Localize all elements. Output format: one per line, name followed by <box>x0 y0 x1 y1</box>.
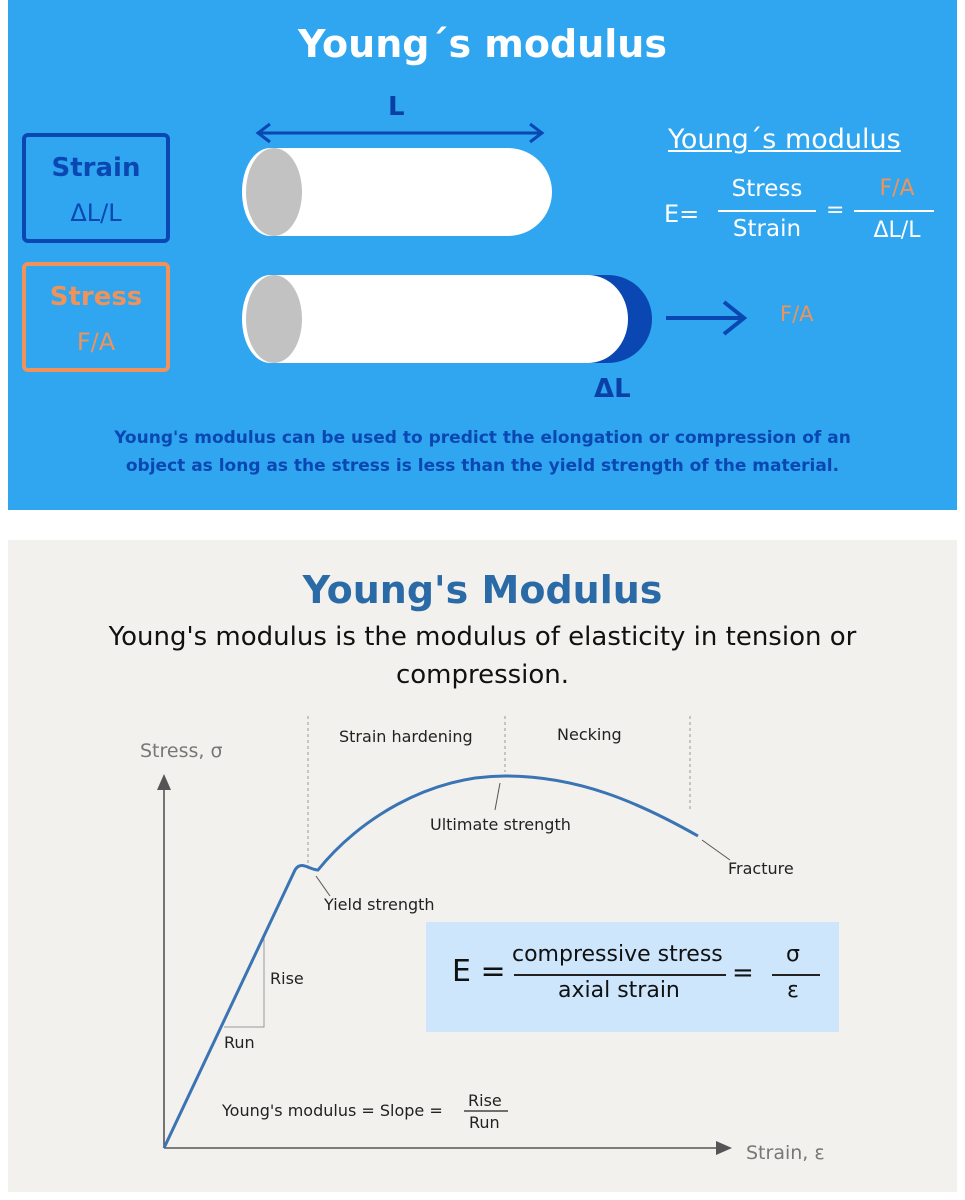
rise-label: Rise <box>270 969 304 988</box>
formula-box-denominator: axial strain <box>558 978 680 1003</box>
yield-leader <box>316 876 330 896</box>
formula-box-epsilon: ε <box>787 978 799 1003</box>
cylinder-stretched <box>242 275 652 363</box>
force-label: F/A <box>780 302 814 326</box>
formula-equals: = <box>826 198 845 223</box>
fraction-bar-2 <box>854 210 934 212</box>
formula-denominator: Strain <box>732 216 802 242</box>
ultimate-strength-label: Ultimate strength <box>430 815 571 834</box>
force-arrow <box>666 302 744 334</box>
length-label: L <box>388 92 405 122</box>
strain-box-value: ΔL/L <box>70 199 122 227</box>
formula-box-equals: = <box>732 958 754 988</box>
bottom-title: Young's Modulus <box>302 568 663 612</box>
formula-box-lhs: E = <box>452 954 506 989</box>
bottom-panel <box>8 540 957 1192</box>
length-arrow <box>258 124 542 142</box>
strain-hardening-label: Strain hardening <box>339 727 473 746</box>
fraction-bar <box>718 210 816 212</box>
cylinder-original <box>242 148 552 236</box>
top-panel <box>8 0 957 510</box>
slope-formula-text: Young's modulus = Slope = <box>222 1101 443 1120</box>
caption-line-1: Young's modulus can be used to predict the elongation or compression of an <box>114 428 851 448</box>
slope-denominator: Run <box>469 1113 500 1132</box>
formula-box-numerator: compressive stress <box>512 942 723 967</box>
yield-strength-label: Yield strength <box>324 895 435 914</box>
formula-denominator2: ΔL/L <box>873 218 921 243</box>
x-axis-label: Strain, ε <box>746 1142 825 1164</box>
y-axis <box>157 774 171 1148</box>
caption-line-2: object as long as the stress is less than the yield strength of the material. <box>125 456 840 476</box>
delta-length-label: ΔL <box>594 374 631 404</box>
formula-numerator: Stress <box>731 176 803 202</box>
formula-box-bar-2 <box>772 974 820 976</box>
fracture-label: Fracture <box>728 859 794 878</box>
top-caption <box>8 424 957 480</box>
subtitle-line-2: compression. <box>395 660 570 690</box>
ultimate-leader <box>495 783 500 810</box>
formula-lhs: E= <box>664 200 700 228</box>
formula-box-bar <box>514 974 726 976</box>
slope-numerator: Rise <box>468 1091 502 1110</box>
stress-box-title: Stress <box>49 282 143 312</box>
run-label: Run <box>224 1033 255 1052</box>
fracture-leader <box>702 840 730 860</box>
formula-box-sigma: σ <box>786 942 800 967</box>
formula-heading: Young´s modulus <box>668 124 901 155</box>
necking-label: Necking <box>557 725 622 744</box>
formula-box <box>426 922 839 1032</box>
y-axis-label: Stress, σ <box>140 740 223 762</box>
top-title: Young´s modulus <box>298 22 667 66</box>
x-axis <box>164 1141 732 1155</box>
stress-box-value: F/A <box>76 328 116 356</box>
formula-numerator2: F/A <box>879 176 915 201</box>
strain-box-title: Strain <box>51 153 141 183</box>
subtitle-line-1: Young's modulus is the modulus of elasticity in tension or <box>108 622 857 652</box>
